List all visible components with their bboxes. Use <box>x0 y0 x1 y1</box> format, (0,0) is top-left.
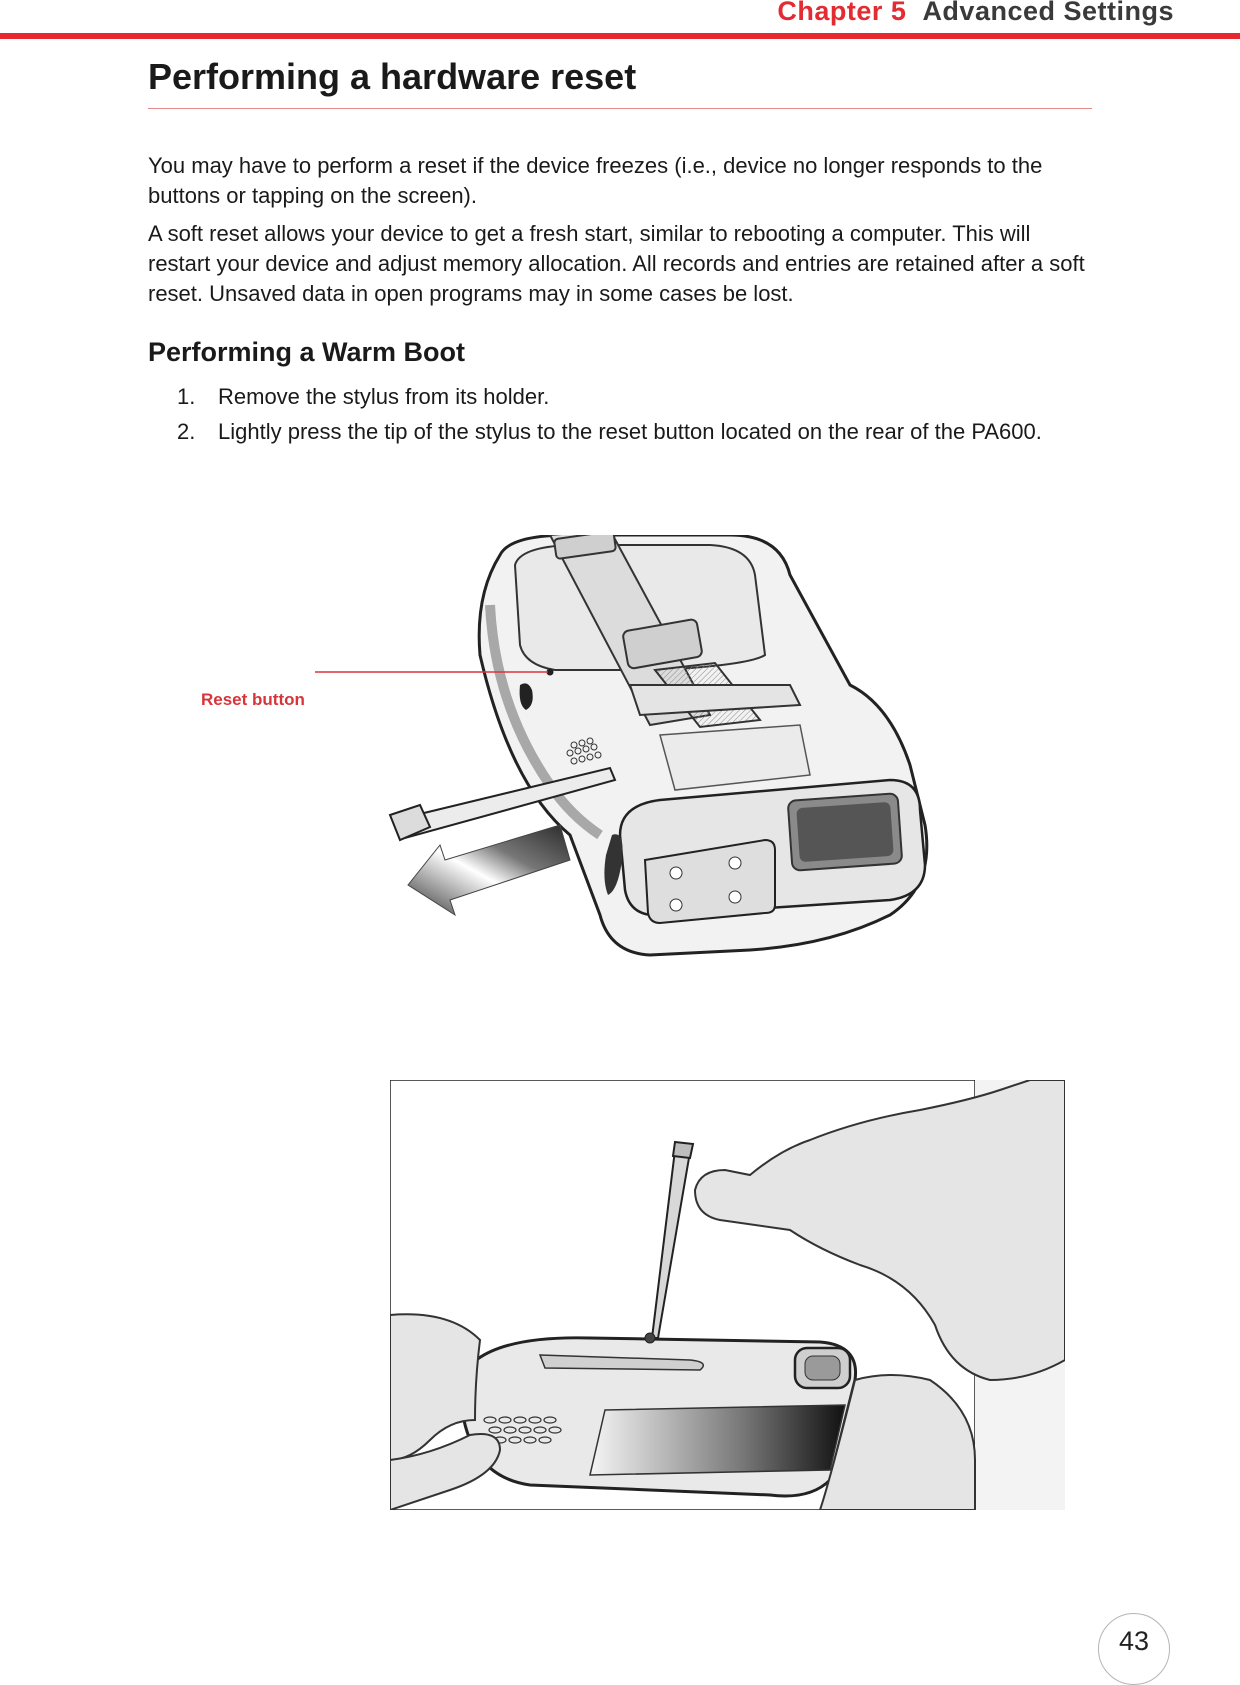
chapter-label: Chapter 5 <box>777 0 907 26</box>
header-rule <box>0 33 1240 39</box>
title-divider <box>148 108 1092 109</box>
step-text: Remove the stylus from its holder. <box>218 384 550 409</box>
device-rear-illustration <box>190 535 980 1005</box>
reset-button <box>645 1333 655 1343</box>
step-item <box>177 382 1097 411</box>
step-item <box>177 417 1097 446</box>
step-text: Lightly press the tip of the stylus to the reset button located on the rear of the PA600. <box>218 419 1042 444</box>
page-number: 43 <box>1098 1613 1170 1685</box>
soft-reset-paragraph: A soft reset allows your device to get a fresh start, similar to rebooting a computer. This will restart your device and adjust memory allocation. All records and entries are retained after a soft reset. Unsaved data in open programs may in some cases be lost. <box>148 221 1085 306</box>
page-title: Performing a hardware reset <box>148 56 637 97</box>
intro-paragraph: You may have to perform a reset if the device freezes (i.e., device no longer responds to the buttons or tapping on the screen). <box>148 153 1043 208</box>
warm-boot-illustration <box>390 1080 1065 1510</box>
reset-button-label: Reset button <box>201 690 305 709</box>
section-heading: Performing a Warm Boot <box>148 337 466 367</box>
removal-arrow <box>408 825 570 915</box>
step-number: 1. <box>177 384 196 409</box>
chapter-title: Advanced Settings <box>922 0 1174 26</box>
chapter-header <box>777 0 1174 27</box>
step-number: 2. <box>177 419 196 444</box>
